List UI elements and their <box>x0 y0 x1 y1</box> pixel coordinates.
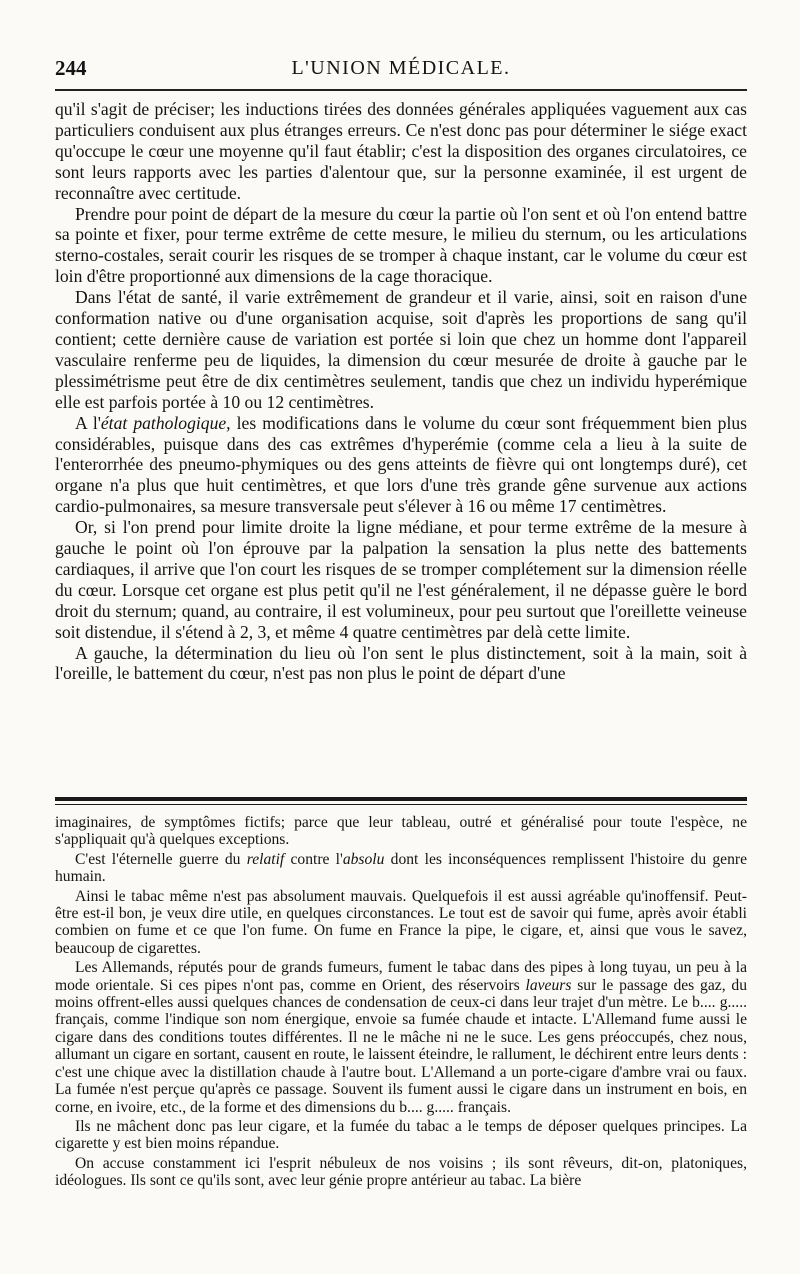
text-run: sur le passage des gaz, du moins offrent-elles aussi quelques chances de condensation de ceux-ci dans leur trajet d'un mètre. Le b.... g..... français, comme l'indique son nom énergique, envoie sa fumée chaude et intacte. L'Allemand fume aussi le cigare dans des conditions toutes différentes. Il ne le mâche ni ne le suce. Les gens préoccupés, chez nous, allumant un cigare en sortant, causent en route, le laissent éteindre, le rallument, le déchirent entre leurs dents : c'est une chique avec la distillation chaude à l'autre bout. L'Allemand a un porte-cigare d'ambre vrai ou faux. La fumée n'est perçue qu'après ce passage. Souvent ils fument aussi le cigare dans un instrument en bois, en corne, en ivoire, etc., de la forme et des dimensions du b.... g..... français. <box>55 976 747 1116</box>
text-run: les modifications dans le volume du cœur sont fréquemment bien plus considérables, puisque dans des cas extrêmes d'hyperémie (comme cela a lieu à la suite de l'enterorrhée des pneumo-phymiques ou des gens atteints de fièvre qui ont longtemps duré), cet organe n'a plus que huit centimètres, et que lors d'une très grande gêne survenue aux actions cardio-pulmonaires, sa mesure transversale peut s'élever à 16 ou même 17 centimètres. <box>55 412 747 517</box>
footnote-paragraph: Ainsi le tabac même n'est pas absolument mauvais. Quelquefois il est aussi agréable qu'inoffensif. Peut-être est-il bon, je veux dire utile, en quelques circonstances. Le tout est de savoir qui fume, après avoir établi combien on fume et ce que l'on fume. On fume en France la pipe, le cigare, et, ainsi que vous le savez, beaucoup de cigarettes. <box>55 887 747 957</box>
running-title: L'UNION MÉDICALE. <box>291 56 511 79</box>
footnote-separator <box>55 797 747 805</box>
page-header <box>55 52 747 84</box>
page-number: 244 <box>55 55 87 80</box>
header-rule <box>55 89 747 91</box>
emphasis: absolu <box>342 850 385 868</box>
text-run: A l' <box>75 412 101 433</box>
text-run: contre l' <box>284 850 343 868</box>
footnote-paragraph: imaginaires, de symptômes fictifs; parce que leur tableau, outré et généralisé pour toute l'espèce, ne s'appliquait qu'à quelques exceptions. <box>55 814 747 849</box>
paragraph: Dans l'état de santé, il varie extrêmement de grandeur et il varie, ainsi, soit en raison d'une conformation native ou d'une organisation acquise, soit d'après les proportions de sang qu'il contient; cette dernière cause de variation est portée si loin que chez un homme dont l'appareil vasculaire renferme peu de liquides, la dimension du cœur mesurée de droite à gauche par le plessimétrisme peut être de dix centimètres seulement, tandis que chez un individu hyperémique elle est parfois portée à 10 ou 12 centimètres. <box>55 287 747 412</box>
emphasis: relatif <box>246 850 285 868</box>
text-run: C'est l'éternelle guerre du <box>75 850 247 868</box>
text-run: dont les inconséquences remplissent l'histoire du genre humain. <box>55 850 747 886</box>
separator-thick-rule <box>55 797 747 801</box>
footnote-text <box>55 814 747 1192</box>
footnote-paragraph: On accuse constamment ici l'esprit nébuleux de nos voisins ; ils sont rêveurs, dit-on, platoniques, idéologues. Ils sont ce qu'ils sont, avec leur génie propre antérieur au tabac. La bière <box>55 1154 747 1190</box>
emphasis: laveurs <box>525 976 572 994</box>
paragraph: Or, si l'on prend pour limite droite la ligne médiane, et pour terme extrême de la mesure à gauche le point où l'on éprouve par la palpation la sensation la plus nette des battements cardiaques, il arrive que l'on court les risques de se tromper complétement sur la dimension réelle du cœur. Lorsque cet organe est plus petit qu'il ne l'est généralement, il ne dépasse guère le bord droit du sternum; quand, au contraire, il est volumineux, pour peu surtout que l'oreillette veineuse soit distendue, il s'étend à 2, 3, et même 4 quatre centimètres par delà cette limite. <box>55 517 747 642</box>
paragraph: A gauche, la détermination du lieu où l'on sent le plus distinctement, soit à la main, soit à l'oreille, le battement du cœur, n'est pas non plus le point de départ d'une <box>55 642 747 684</box>
separator-thin-rule <box>55 804 747 805</box>
paragraph: qu'il s'agit de préciser; les inductions tirées des données générales appliquées vaguement aux cas particuliers conduisent aux plus étranges erreurs. Ce n'est donc pas pour déterminer le siége exact qu'occupe le cœur une moyenne qu'il faut établir; c'est la disposition des organes circulatoires, ce sont leurs rapports avec les parties d'alentour que, sur la personne examinée, il est urgent de reconnaître avec certitude. <box>55 99 747 203</box>
text-run: Les Allemands, réputés pour de grands fumeurs, fument le tabac dans des pipes à long tuyau, un peu à la mode orientale. Si ces pipes n'ont pas, comme en Orient, des réservoirs <box>55 959 747 994</box>
footnote-paragraph <box>55 851 747 886</box>
emphasis: état pathologique, <box>100 412 231 433</box>
main-text <box>55 99 747 684</box>
footnote-paragraph <box>55 959 747 1116</box>
paragraph <box>55 413 747 518</box>
footnote-paragraph: Ils ne mâchent donc pas leur cigare, et la fumée du tabac a le temps de déposer quelques principes. La cigarette y est bien moins répandue. <box>55 1117 747 1153</box>
paragraph: Prendre pour point de départ de la mesure du cœur la partie où l'on sent et où l'on entend battre sa pointe et fixer, pour terme extrême de cette mesure, le milieu du sternum, ou les articulations sterno-costales, serait courir les risques de se tromper à chaque instant, car le volume du cœur est loin d'être proportionné aux dimensions de la cage thoracique. <box>55 203 747 287</box>
